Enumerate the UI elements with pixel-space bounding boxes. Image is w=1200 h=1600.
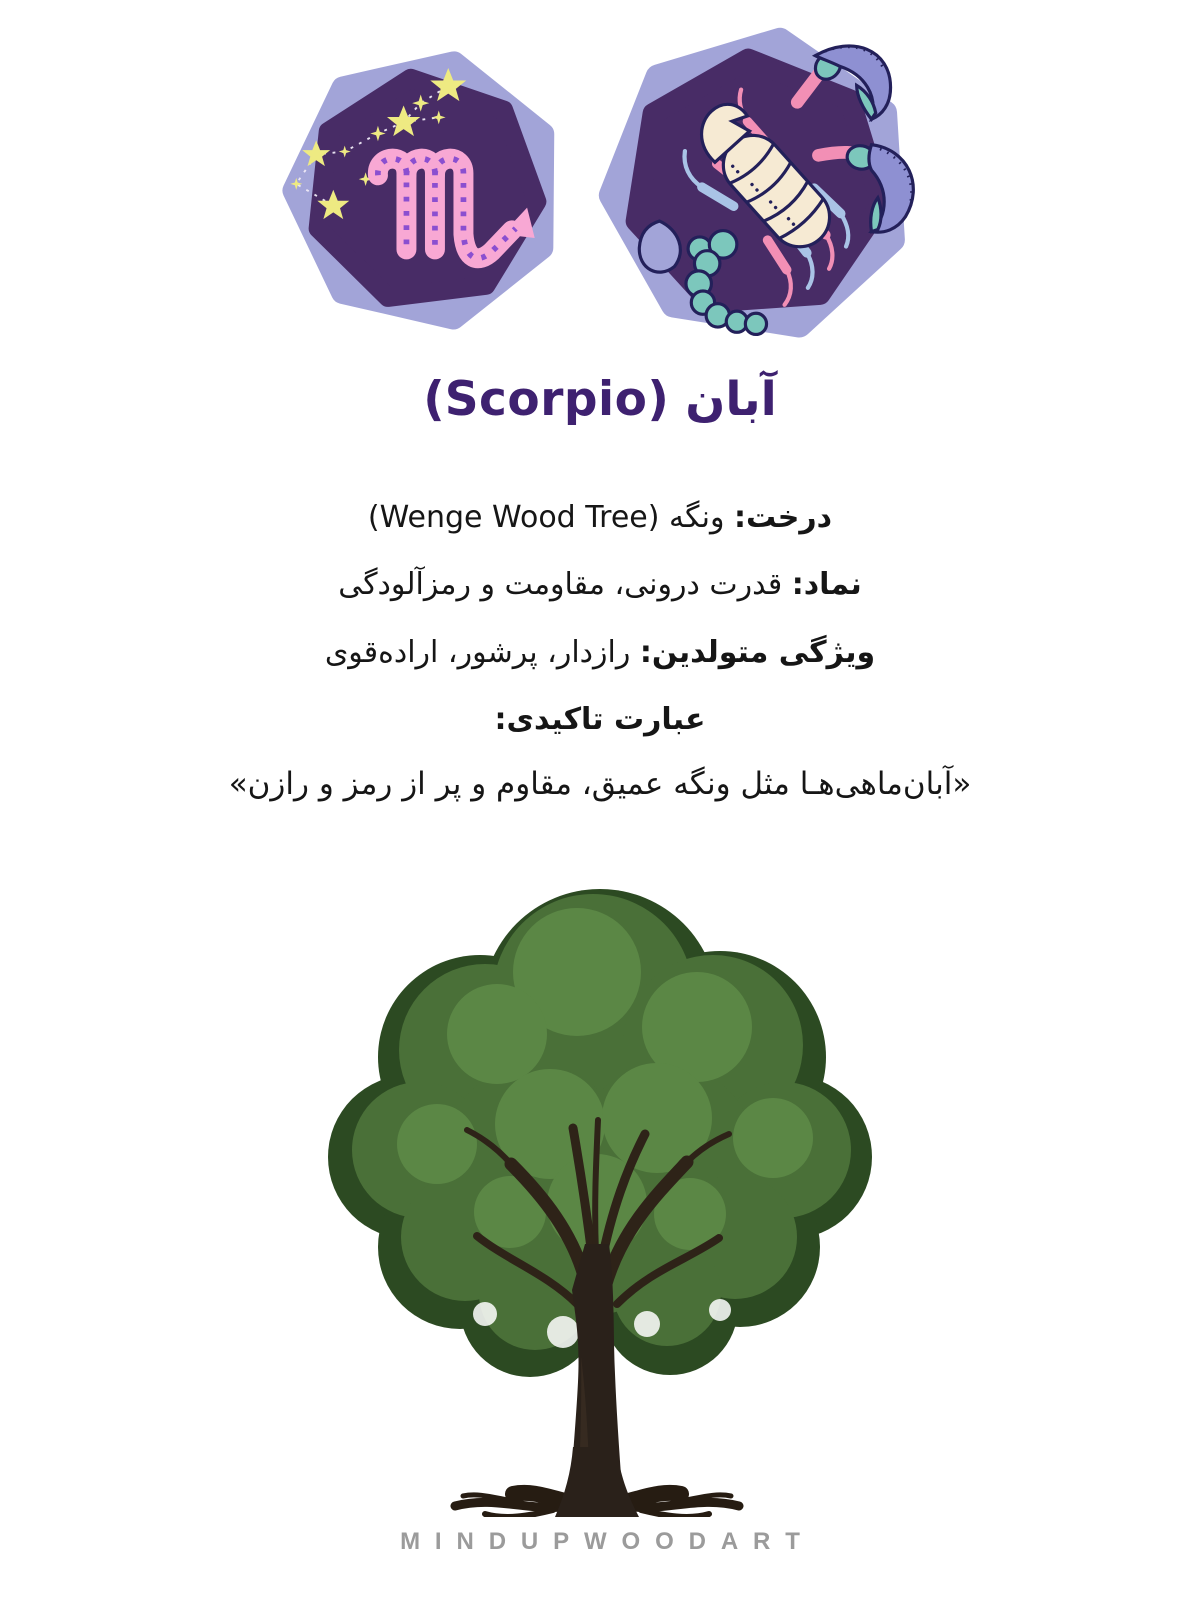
info-label-affirmation: عبارت تاکیدی: <box>494 702 706 737</box>
affirmation-quote: «آبان‌ماهی‌هـا مثل ونگه عمیق، مقاوم و پر از رمز و رازن» <box>228 766 972 802</box>
scorpio-symbol-badge <box>282 38 567 343</box>
scorpio-symbol-icon <box>282 38 567 343</box>
info-line-symbol <box>60 567 1140 602</box>
watermark-text: MINDUPWOODART <box>400 1528 815 1555</box>
page-title: آبان (Scorpio) <box>423 372 777 427</box>
info-value-tree: ونگه (Wenge Wood Tree) <box>367 500 735 535</box>
info-label-traits: ویژگی متولدین: <box>639 635 876 670</box>
info-label-symbol: نماد: <box>791 567 862 602</box>
scorpion-badge <box>598 26 916 344</box>
wenge-tree-image <box>325 862 875 1517</box>
info-value-traits: رازدار، پرشور، اراده‌قوی <box>324 635 640 670</box>
info-value-symbol: قدرت درونی، مقاومت و رمزآلودگی <box>338 567 792 602</box>
info-line-traits <box>60 635 1140 670</box>
tree-illustration <box>325 862 875 1517</box>
info-line-tree <box>60 500 1140 535</box>
info-label-tree: درخت: <box>734 500 833 535</box>
info-line-affirmation-heading <box>60 702 1140 737</box>
scorpion-icon <box>598 26 916 344</box>
